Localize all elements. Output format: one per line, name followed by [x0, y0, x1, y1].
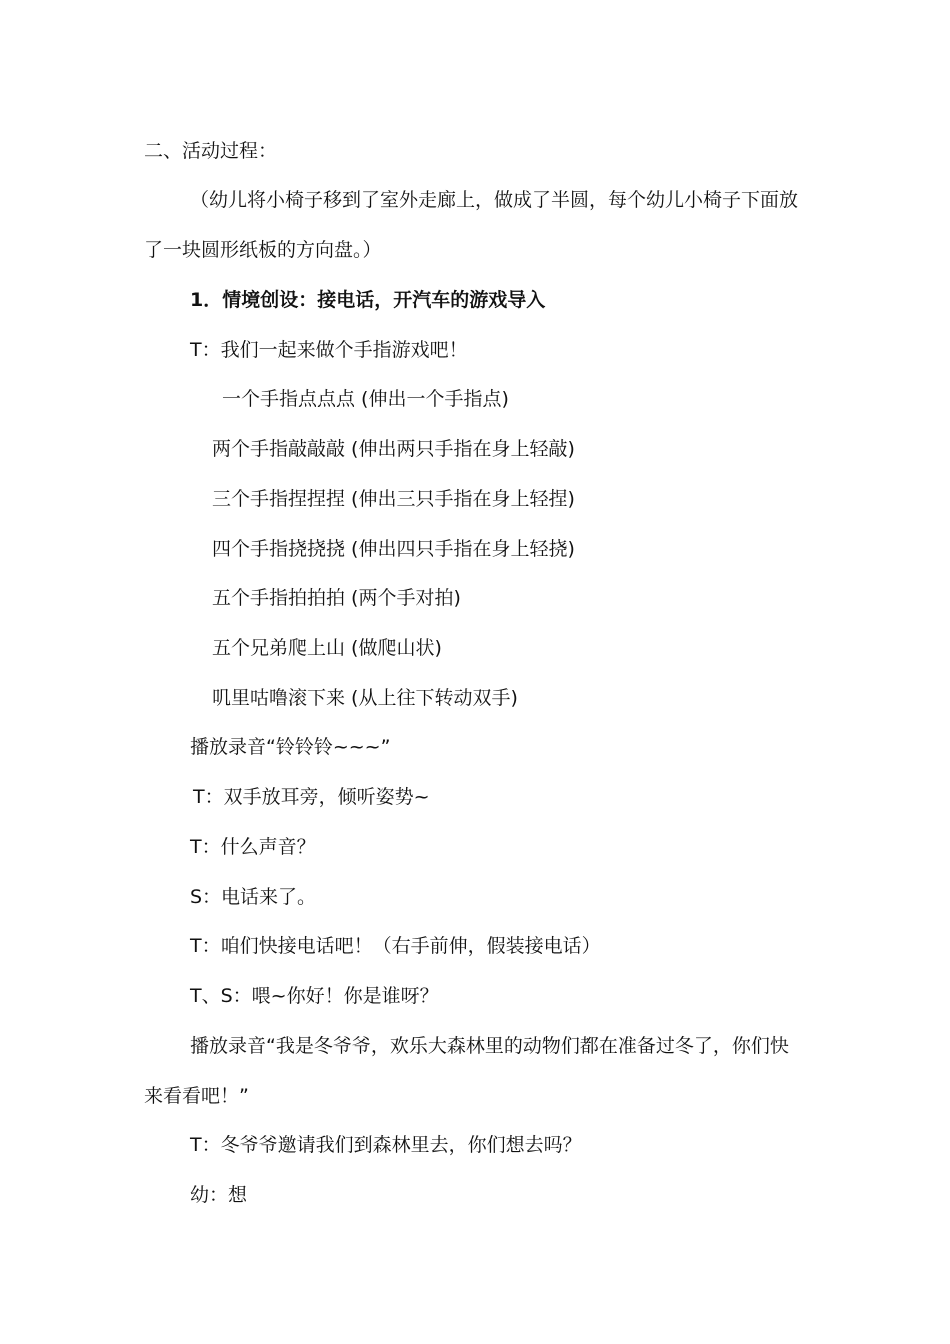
section-heading: 二、活动过程： [144, 140, 278, 162]
paragraph-line: T：咱们快接电话吧！（右手前伸，假装接电话） [190, 935, 601, 957]
paragraph-line: 播放录音“我是冬爷爷，欢乐大森林里的动物们都在准备过冬了，你们快 [190, 1035, 789, 1057]
paragraph-line: （幼儿将小椅子移到了室外走廊上，做成了半圆，每个幼儿小椅子下面放 [190, 189, 799, 211]
rhyme-line: 叽里咕噜滚下来 (从上往下转动双手) [212, 687, 518, 709]
rhyme-line: 五个兄弟爬上山 (做爬山状) [212, 637, 442, 659]
paragraph-line: T：冬爷爷邀请我们到森林里去，你们想去吗？ [190, 1134, 582, 1156]
subsection-heading: 1．情境创设：接电话，开汽车的游戏导入 [190, 289, 546, 311]
rhyme-line: 四个手指挠挠挠 (伸出四只手指在身上轻挠) [212, 538, 575, 560]
paragraph-line: T：双手放耳旁，倾听姿势~ [193, 786, 430, 808]
paragraph-line: S：电话来了。 [190, 886, 317, 908]
paragraph-line: T：什么声音？ [190, 836, 316, 858]
rhyme-line: 五个手指拍拍拍 (两个手对拍) [212, 587, 461, 609]
rhyme-line: 一个手指点点点 (伸出一个手指点) [222, 388, 509, 410]
paragraph-line: 来看看吧！” [144, 1085, 249, 1107]
paragraph-line: T：我们一起来做个手指游戏吧！ [190, 339, 468, 361]
rhyme-line: 两个手指敲敲敲 (伸出两只手指在身上轻敲) [212, 438, 575, 460]
rhyme-line: 三个手指捏捏捏 (伸出三只手指在身上轻捏) [212, 488, 575, 510]
paragraph-line: 播放录音“铃铃铃~~~” [190, 736, 391, 758]
paragraph-line: 幼：想 [190, 1184, 248, 1206]
paragraph-line: T、S：喂~你好！你是谁呀？ [190, 985, 439, 1007]
paragraph-line: 了一块圆形纸板的方向盘。） [144, 239, 382, 261]
